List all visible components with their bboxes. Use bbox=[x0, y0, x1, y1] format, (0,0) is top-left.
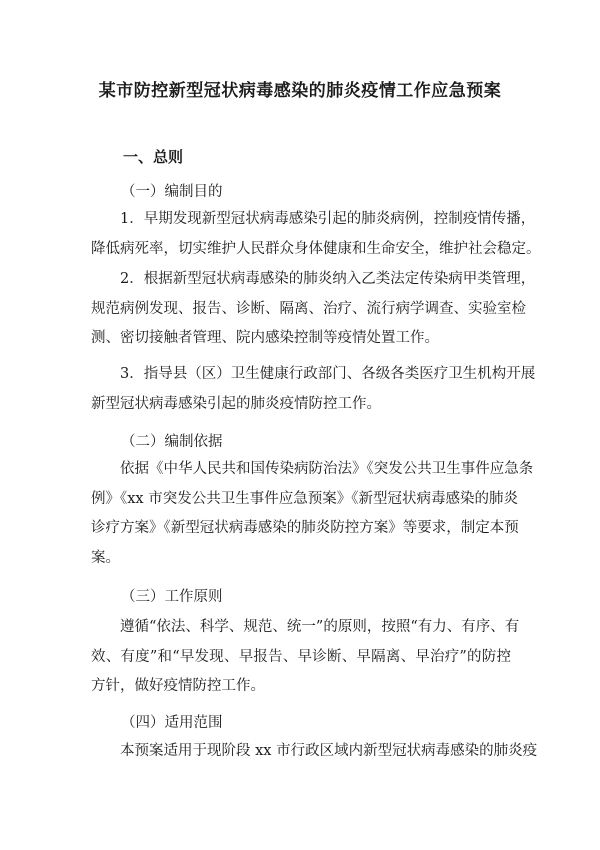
subheading-principles: （三）工作原则 bbox=[121, 589, 223, 605]
subheading-purpose: （一）编制目的 bbox=[121, 184, 223, 200]
paragraph-line: 新型冠状病毒感染引起的肺炎疫情防控工作。 bbox=[91, 395, 381, 412]
paragraph-line: 遵循“依法、科学、规范、统一”的原则，按照“有力、有序、有 bbox=[120, 619, 520, 635]
paragraph-line: 2．根据新型冠状病毒感染的肺炎纳入乙类法定传染病甲类管理， bbox=[120, 271, 536, 287]
paragraph-line: 方针，做好疫情防控工作。 bbox=[91, 678, 265, 694]
paragraph-4 bbox=[91, 455, 534, 573]
paragraph-line: 本预案适用于现阶段 xx 市行政区域内新型冠状病毒感染的肺炎疫 bbox=[120, 743, 538, 759]
paragraph-line: 测、密切接触者管理、院内感染控制等疫情处置工作。 bbox=[91, 330, 439, 346]
subheading-basis: （二）编制依据 bbox=[121, 434, 223, 450]
paragraph-line: 3．指导县（区）卫生健康行政部门、各级各类医疗卫生机构开展 bbox=[120, 366, 536, 382]
paragraph-line: 例》《xx 市突发公共卫生事件应急预案》《新型冠状病毒感染的肺炎 bbox=[91, 490, 518, 507]
subheading-scope: （四）适用范围 bbox=[121, 715, 223, 731]
paragraph-2 bbox=[91, 265, 536, 354]
paragraph-3 bbox=[91, 360, 536, 419]
paragraph-line: 案。 bbox=[91, 549, 120, 566]
paragraph-5 bbox=[91, 613, 520, 702]
paragraph-line: 规范病例发现、报告、诊断、隔离、治疗、流行病学调查、实验室检 bbox=[91, 300, 526, 317]
paragraph-line: 诊疗方案》《新型冠状病毒感染的肺炎防控方案》等要求，制定本预 bbox=[91, 520, 519, 536]
paragraph-1 bbox=[91, 205, 541, 264]
paragraph-6 bbox=[91, 737, 538, 767]
paragraph-line: 1．早期发现新型冠状病毒感染引起的肺炎病例，控制疫情传播， bbox=[120, 211, 536, 227]
section-heading-general: 一、总则 bbox=[123, 148, 184, 166]
paragraph-line: 效、有度”和“早发现、早报告、早诊断、早隔离、早治疗”的防控 bbox=[91, 648, 511, 665]
paragraph-line: 降低病死率，切实维护人民群众身体健康和生命安全，维护社会稳定。 bbox=[91, 240, 541, 257]
paragraph-line: 依据《中华人民共和国传染病防治法》《突发公共卫生事件应急条 bbox=[120, 461, 534, 477]
document-title: 某市防控新型冠状病毒感染的肺炎疫情工作应急预案 bbox=[98, 81, 502, 101]
